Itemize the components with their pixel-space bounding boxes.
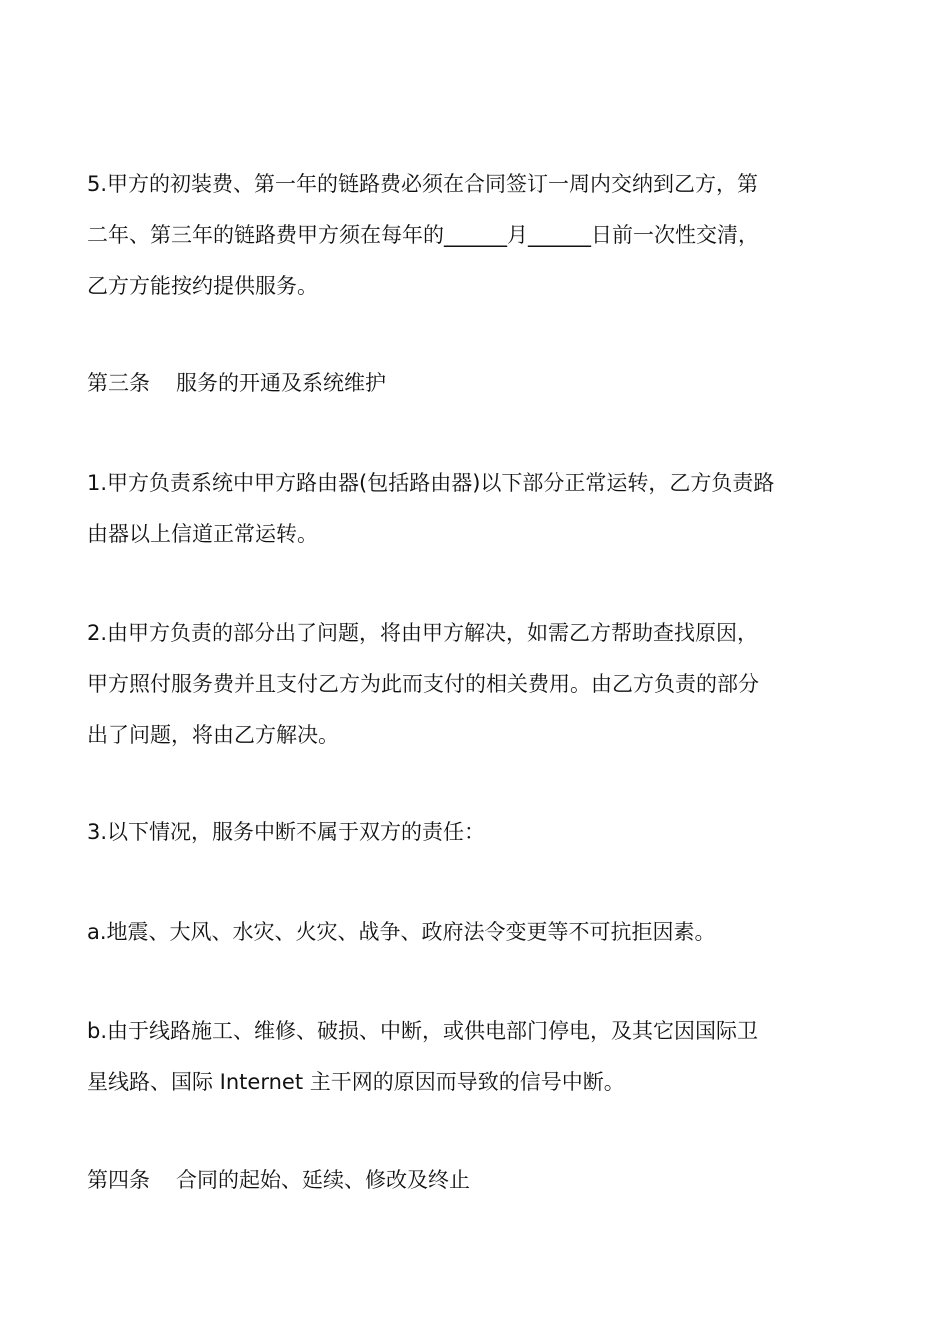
article-label: 第三条 <box>87 371 150 395</box>
text-line: 乙方方能按约提供服务。 <box>87 274 318 298</box>
article-3-heading <box>87 358 867 409</box>
text-line: 5.甲方的初装费、第一年的链路费必须在合同签订一周内交纳到乙方，第 <box>87 172 759 196</box>
text-line: 1.甲方负责系统中甲方路由器(包括路由器)以下部分正常运转，乙方负责路 <box>87 471 775 495</box>
text-line: 星线路、国际 Internet 主干网的原因而导致的信号中断。 <box>87 1070 625 1094</box>
item-b-paragraph <box>87 1006 867 1108</box>
article-title: 服务的开通及系统维护 <box>176 371 386 395</box>
item-a-paragraph <box>87 907 867 958</box>
item-3-paragraph <box>87 807 867 858</box>
text-line: a.地震、大风、水灾、火灾、战争、政府法令变更等不可抗拒因素。 <box>87 920 716 944</box>
text-line: 2.由甲方负责的部分出了问题，将由甲方解决，如需乙方帮助查找原因， <box>87 621 759 645</box>
text-line: 出了问题，将由乙方解决。 <box>87 723 339 747</box>
text-line: 二年、第三年的链路费甲方须在每年的______月______日前一次性交清， <box>87 223 759 247</box>
text-line: b.由于线路施工、维修、破损、中断，或供电部门停电，及其它因国际卫 <box>87 1019 759 1043</box>
article-4-heading <box>87 1155 867 1206</box>
text-line: 由器以上信道正常运转。 <box>87 522 318 546</box>
item-2-paragraph <box>87 608 867 761</box>
item-1-paragraph <box>87 458 867 560</box>
text-line: 甲方照付服务费并且支付乙方为此而支付的相关费用。由乙方负责的部分 <box>87 672 759 696</box>
article-label: 第四条 <box>87 1168 150 1192</box>
clause-5-paragraph <box>87 159 867 312</box>
text-line: 3.以下情况，服务中断不属于双方的责任： <box>87 820 486 844</box>
article-title: 合同的起始、延续、修改及终止 <box>176 1168 470 1192</box>
